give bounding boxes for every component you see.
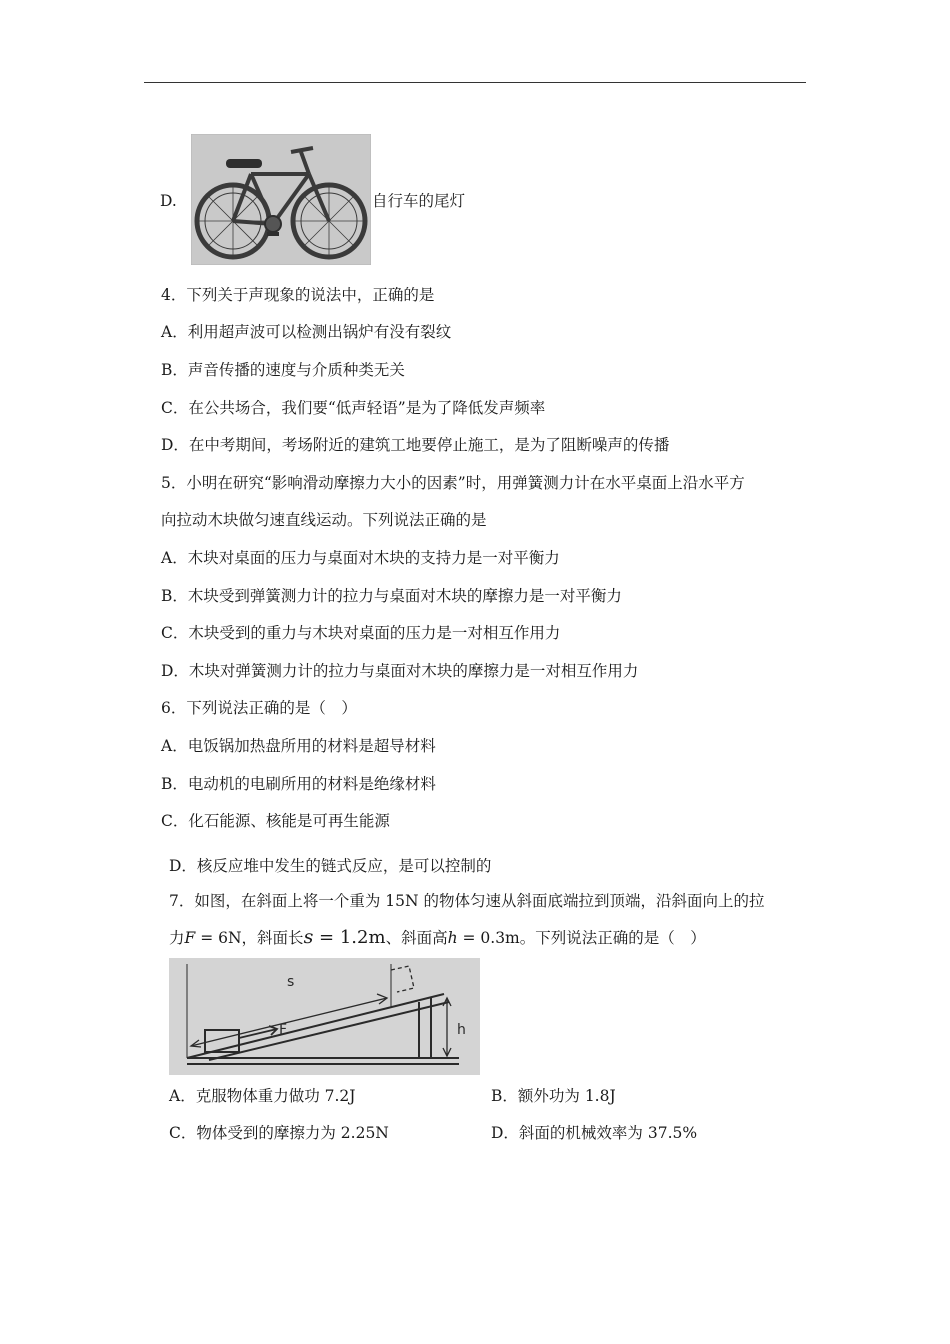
header-rule xyxy=(144,82,806,83)
q4-option-c: C．在公共场合，我们要“低声轻语”是为了降低发声频率 xyxy=(161,399,546,417)
q5-stem-line2: 向拉动木块做匀速直线运动。下列说法正确的是 xyxy=(161,511,487,529)
figure-label-f: F xyxy=(279,1022,288,1038)
q4-option-a: A．利用超声波可以检测出锅炉有没有裂纹 xyxy=(161,323,452,341)
q7-f-symbol: F xyxy=(184,929,196,947)
q7-option-c: C．物体受到的摩擦力为 2.25N xyxy=(169,1124,389,1142)
q5-option-a: A．木块对桌面的压力与桌面对木块的支持力是一对平衡力 xyxy=(161,549,560,567)
q7-h-value: = 0.3m xyxy=(457,929,520,947)
q5-stem-line1: 5．小明在研究“影响滑动摩擦力大小的因素”时，用弹簧测力计在水平桌面上沿水平方 xyxy=(161,474,745,492)
q7-text-a: 力 xyxy=(169,929,185,947)
bicycle-image xyxy=(191,134,371,265)
q3-option-d-text: 自行车的尾灯 xyxy=(372,192,466,210)
q6-stem: 6．下列说法正确的是（ ） xyxy=(161,699,357,717)
q7-option-d: D．斜面的机械效率为 37.5% xyxy=(491,1124,698,1142)
q7-option-b: B．额外功为 1.8J xyxy=(491,1087,616,1105)
q4-option-d: D．在中考期间，考场附近的建筑工地要停止施工，是为了阻断噪声的传播 xyxy=(161,436,670,454)
incline-figure xyxy=(169,958,480,1075)
q7-s-symbol: s xyxy=(303,926,314,948)
q7-text-d: 。下列说法正确的是（ ） xyxy=(519,929,706,947)
q5-option-c: C．木块受到的重力与木块对桌面的压力是一对相互作用力 xyxy=(161,624,561,642)
q6-option-c: C．化石能源、核能是可再生能源 xyxy=(161,812,390,830)
q4-stem: 4．下列关于声现象的说法中，正确的是 xyxy=(161,286,435,304)
q7-stem-line2 xyxy=(169,927,706,948)
q7-text-b: ，斜面长 xyxy=(241,929,304,947)
q7-stem-line1: 7．如图，在斜面上将一个重为 15N 的物体匀速从斜面底端拉到顶端，沿斜面向上的拉 xyxy=(169,892,765,910)
q5-option-d: D．木块对弹簧测力计的拉力与桌面对木块的摩擦力是一对相互作用力 xyxy=(161,662,639,680)
q6-option-b: B．电动机的电刷所用的材料是绝缘材料 xyxy=(161,775,436,793)
q6-option-a: A．电饭锅加热盘所用的材料是超导材料 xyxy=(161,737,436,755)
q7-f-value: = 6N xyxy=(195,929,242,947)
q6-option-d: D．核反应堆中发生的链式反应，是可以控制的 xyxy=(169,857,492,875)
q7-option-a: A．克服物体重力做功 7.2J xyxy=(169,1087,356,1105)
q3-option-d-label: D. xyxy=(160,192,177,210)
q4-option-b: B．声音传播的速度与介质种类无关 xyxy=(161,361,405,379)
q7-h-symbol: h xyxy=(447,929,458,947)
q7-s-value: = 1.2m xyxy=(313,927,386,948)
figure-label-h: h xyxy=(457,1022,466,1038)
q7-text-c: 、斜面高 xyxy=(385,929,448,947)
q5-option-b: B．木块受到弹簧测力计的拉力与桌面对木块的摩擦力是一对平衡力 xyxy=(161,587,622,605)
figure-label-s: s xyxy=(287,974,295,990)
